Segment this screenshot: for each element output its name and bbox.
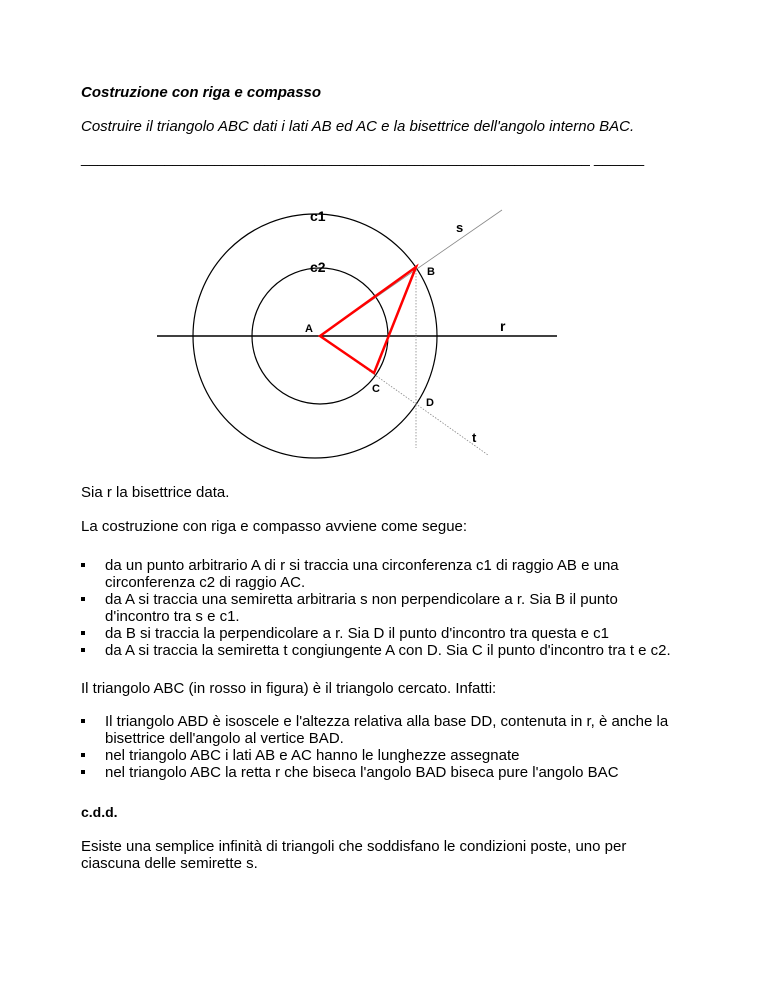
- reasons-list: [81, 713, 681, 781]
- conclusion-paragraph: Esiste una semplice infinità di triangoli che soddisfano le condizioni poste, uno per ciascuna delle semirette s.: [81, 838, 627, 872]
- label-t: t: [472, 430, 477, 445]
- reason-text: nel triangolo ABC i lati AB e AC hanno le lunghezze assegnate: [105, 747, 520, 764]
- list-item: [81, 625, 681, 642]
- label-c2: c2: [310, 259, 326, 275]
- bullet-icon: [81, 631, 85, 635]
- label-B: B: [427, 266, 435, 278]
- construction-steps-list: [81, 557, 681, 659]
- label-C: C: [372, 383, 380, 395]
- triangle-ABC: [320, 267, 416, 373]
- bullet-icon: [81, 597, 85, 601]
- step-text: da A si traccia la semiretta t congiungente A con D. Sia C il punto d'incontro tra t e c2.: [105, 642, 671, 659]
- step-text: da A si traccia una semiretta arbitraria s non perpendicolare a r. Sia B il punto d'incontro tra s e c1.: [105, 591, 618, 625]
- label-c1: c1: [310, 208, 326, 224]
- document-title: Costruzione con riga e compasso: [81, 84, 322, 101]
- intro-paragraph: Sia r la bisettrice data.: [81, 484, 230, 501]
- list-item: [81, 747, 681, 764]
- bullet-icon: [81, 770, 85, 774]
- label-A: A: [305, 323, 313, 335]
- label-s: s: [456, 220, 464, 235]
- result-paragraph: Il triangolo ABC (in rosso in figura) è il triangolo cercato. Infatti:: [81, 680, 497, 697]
- list-item: [81, 557, 681, 591]
- label-D: D: [426, 397, 434, 409]
- separator-line: _____________________________________________________________ ______: [81, 150, 645, 167]
- list-item: [81, 713, 681, 747]
- label-r: r: [500, 318, 506, 334]
- bullet-icon: [81, 753, 85, 757]
- qed-label: c.d.d.: [81, 804, 118, 820]
- list-item: [81, 642, 681, 659]
- problem-statement: Costruire il triangolo ABC dati i lati AB ed AC e la bisettrice dell'angolo interno BAC.: [81, 118, 635, 135]
- method-intro-paragraph: La costruzione con riga e compasso avviene come segue:: [81, 518, 468, 535]
- step-text: da B si traccia la perpendicolare a r. Sia D il punto d'incontro tra questa e c1: [105, 625, 609, 642]
- step-text: da un punto arbitrario A di r si traccia una circonferenza c1 di raggio AB e una circonferenza c2 di raggio AC.: [105, 557, 619, 591]
- bullet-icon: [81, 648, 85, 652]
- construction-figure: [0, 195, 768, 470]
- bullet-icon: [81, 719, 85, 723]
- reason-text: nel triangolo ABC la retta r che biseca l'angolo BAD biseca pure l'angolo BAC: [105, 764, 619, 781]
- list-item: [81, 764, 681, 781]
- list-item: [81, 591, 681, 625]
- bullet-icon: [81, 563, 85, 567]
- reason-text: Il triangolo ABD è isoscele e l'altezza relativa alla base DD, contenuta in r, è anche la bisettrice dell'angolo al vertice BAD.: [105, 713, 669, 747]
